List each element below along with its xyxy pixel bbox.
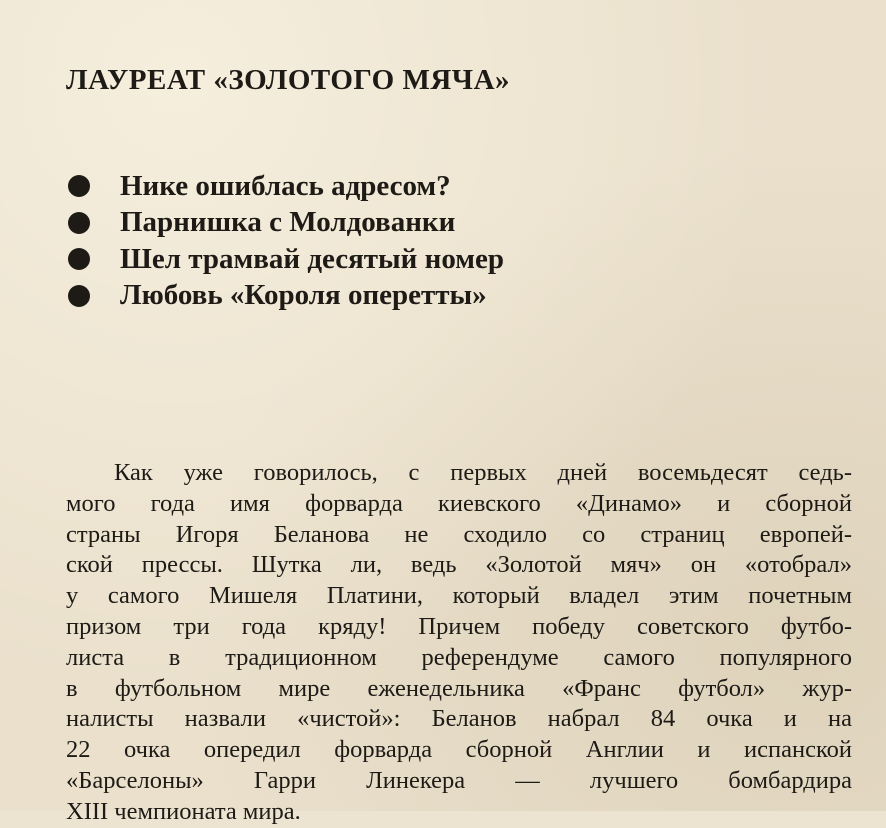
- bullet-icon: [68, 248, 90, 270]
- bullet-icon: [68, 285, 90, 307]
- topic-item: [68, 168, 504, 205]
- topic-label: Нике ошиблась адресом?: [120, 169, 451, 202]
- bullet-icon: [68, 212, 90, 234]
- body-line: листа в традиционном референдуме самого популярного: [66, 643, 852, 671]
- body-line: Как уже говорилось, с первых дней восемьдесят седь-: [114, 459, 852, 486]
- body-line: XIII чемпионата мира.: [66, 797, 301, 825]
- bullet-icon: [68, 175, 90, 197]
- topic-label: Парнишка с Молдованки: [120, 206, 456, 239]
- body-line: мого года имя форварда киевского «Динамо» и сборной: [66, 489, 852, 517]
- body-line: призом три года кряду! Причем победу советского футбо-: [66, 612, 852, 640]
- topic-label: Шел трамвай десятый номер: [120, 242, 505, 275]
- body-line: ской прессы. Шутка ли, ведь «Золотой мяч» он «отобрал»: [66, 551, 852, 579]
- topic-item: [68, 278, 504, 315]
- body-line: «Барселоны» Гарри Линекера — лучшего бомбардира: [66, 766, 852, 794]
- body-paragraph: [66, 458, 852, 828]
- body-line: страны Игоря Беланова не сходило со страниц европей-: [66, 520, 852, 548]
- body-line: 22 очка опередил форварда сборной Англии и испанской: [66, 736, 852, 764]
- body-line: в футбольном мире еженедельника «Франс футбол» жур-: [66, 674, 852, 702]
- body-line: у самого Мишеля Платини, который владел этим почетным: [66, 582, 852, 610]
- body-line: налисты назвали «чистой»: Беланов набрал 84 очка и на: [66, 705, 852, 733]
- topic-item: [68, 205, 504, 242]
- chapter-title: ЛАУРЕАТ «ЗОЛОТОГО МЯЧА»: [66, 64, 511, 96]
- topic-label: Любовь «Короля оперетты»: [120, 279, 487, 312]
- chapter-topics-list: [68, 168, 504, 314]
- topic-item: [68, 241, 504, 278]
